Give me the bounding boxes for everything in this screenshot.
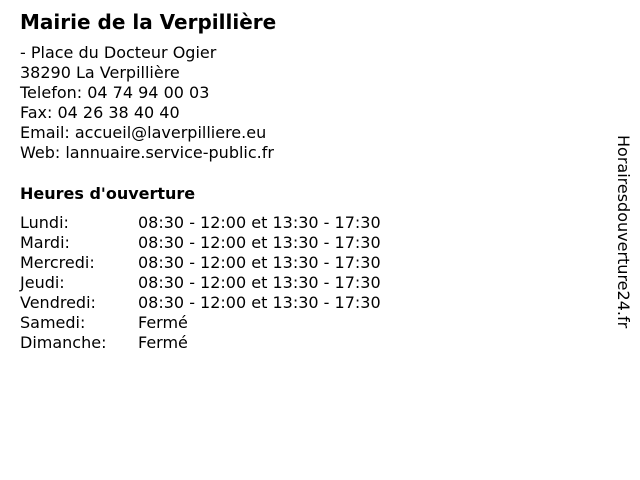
day-label: Lundi:	[20, 213, 69, 232]
day-label: Dimanche:	[20, 333, 107, 352]
opening-hours-heading: Heures d'ouverture	[20, 184, 196, 203]
email-line: Email: accueil@laverpilliere.eu	[20, 123, 267, 142]
hours-value: Fermé	[138, 313, 188, 332]
day-label: Mercredi:	[20, 253, 95, 272]
hours-value: 08:30 - 12:00 et 13:30 - 17:30	[138, 273, 381, 292]
hours-value: 08:30 - 12:00 et 13:30 - 17:30	[138, 213, 381, 232]
hours-value: Fermé	[138, 333, 188, 352]
day-label: Samedi:	[20, 313, 86, 332]
hours-value: 08:30 - 12:00 et 13:30 - 17:30	[138, 233, 381, 252]
phone-line: Telefon: 04 74 94 00 03	[20, 83, 210, 102]
page-title: Mairie de la Verpillière	[20, 10, 277, 34]
day-label: Jeudi:	[20, 273, 65, 292]
fax-line: Fax: 04 26 38 40 40	[20, 103, 180, 122]
site-watermark: Horairesdouverture24.fr	[614, 135, 633, 329]
hours-value: 08:30 - 12:00 et 13:30 - 17:30	[138, 253, 381, 272]
contact-info	[20, 43, 274, 163]
day-label: Vendredi:	[20, 293, 96, 312]
day-label: Mardi:	[20, 233, 70, 252]
web-line: Web: lannuaire.service-public.fr	[20, 143, 274, 162]
city-line: 38290 La Verpillière	[20, 63, 180, 82]
address-line: - Place du Docteur Ogier	[20, 43, 217, 62]
hours-value: 08:30 - 12:00 et 13:30 - 17:30	[138, 293, 381, 312]
